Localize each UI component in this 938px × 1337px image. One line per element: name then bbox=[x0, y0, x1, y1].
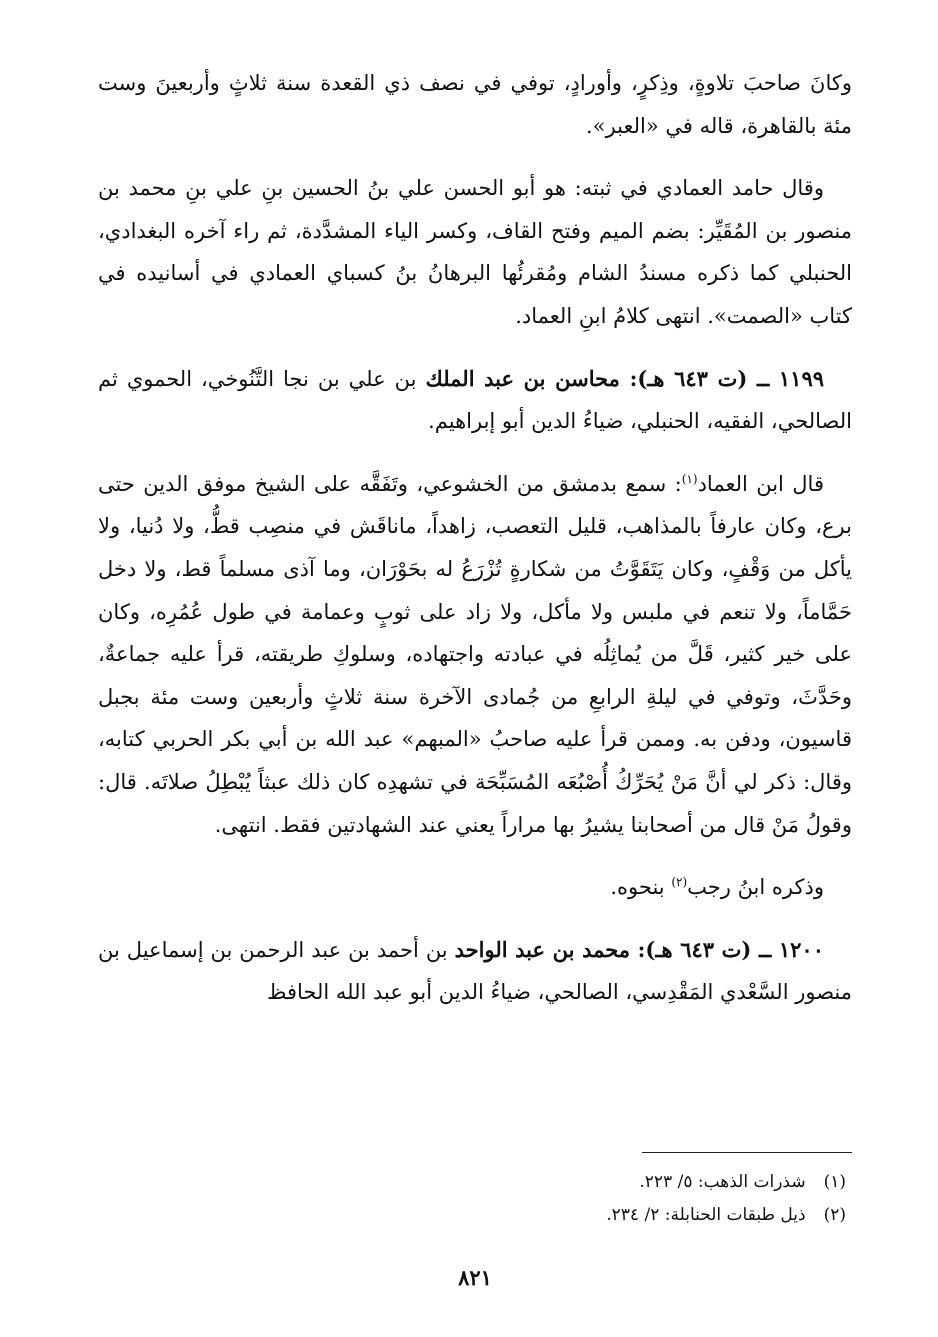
footnote-separator bbox=[642, 1152, 852, 1153]
footnote-ref-1[interactable]: (١) bbox=[681, 471, 698, 486]
paragraph-text: وكانَ صاحبَ تلاوةٍ، وذِكرٍ، وأورادٍ، توفي في نصف ذي القعدة سنة ثلاثٍ وأربعينَ وست مئة بالقاهرة، قاله في «العبر». bbox=[98, 71, 852, 138]
entry-1200 bbox=[98, 929, 852, 1014]
paragraph-ibn-al-imad-quote bbox=[98, 463, 852, 846]
entry-heading: ١٢٠٠ ــ (ت ٦٤٣ هـ): محمد بن عبد الواحد bbox=[454, 936, 824, 962]
paragraph-text: وقال حامد العمادي في ثبته: هو أبو الحسن علي بنُ الحسين بنِ علي بنِ محمد بن منصور بن المُقَيِّر: بضم الميم وفتح القاف، وكسر الياء المشدَّدة، ثم راء آخره البغدادي، الحنبلي كما ذكره مسندُ الشام ومُقرئُها البرهانُ بنُ كسباي العمادي في أسانيده في كتاب «الصمت». انتهى كلامُ ابنِ العماد. bbox=[98, 176, 852, 328]
footnote-ref-2[interactable]: (٢) bbox=[671, 875, 688, 890]
paragraph-death-note bbox=[98, 62, 852, 147]
entry-heading: ١١٩٩ ــ (ت ٦٤٣ هـ): محاسن بن عبد الملك bbox=[425, 365, 825, 391]
footnote-2 bbox=[98, 1199, 846, 1232]
footnote-text: شذرات الذهب: ٥/ ٢٢٣. bbox=[639, 1172, 806, 1192]
entry-text: بن علي بن نجا التَّنُوخي، الحموي ثم الصالحي، الفقيه، الحنبلي، ضياءُ الدين أبو إبراهيم. bbox=[98, 366, 852, 434]
main-text bbox=[98, 62, 852, 1014]
paragraph-text: بنحوه. bbox=[610, 875, 672, 900]
paragraph-ibn-rajab bbox=[98, 866, 852, 909]
footnote-text: ذيل طبقات الحنابلة: ٢/ ٢٣٤. bbox=[606, 1205, 806, 1225]
footnote-1 bbox=[98, 1166, 846, 1199]
book-page bbox=[98, 0, 852, 1337]
entry-1199 bbox=[98, 358, 852, 443]
paragraph-lead: قال ابن العماد bbox=[697, 471, 824, 496]
footnote-number: (٢) bbox=[823, 1205, 846, 1225]
entry-text: بن أحمد بن عبد الرحمن بن إسماعيل بن منصور السَّعْدي المَقْدِسي، الصالحي، ضياءُ الدين أبو عبد الله الحافظ bbox=[98, 937, 852, 1005]
footnote-number: (١) bbox=[823, 1172, 846, 1192]
paragraph-lead: وذكره ابنُ رجب bbox=[687, 875, 824, 900]
footnotes bbox=[98, 1166, 852, 1232]
paragraph-text: : سمع بدمشق من الخشوعي، وتَفَقَّه على الشيخ موفق الدين حتى برع، وكان عارفاً بالمذاهب، قليل التعصب، زاهداً، ماناقَش في منصِب قطُّ، ولا دُنيا، ولا يأكل من وَقْفٍ، وكان يَتَقَوَّتُ من شكارةٍ تُزْرَعُ له بحَوْرَان، وما آذى مسلماً قط، ولا دخل حَمَّاماً، ولا تنعم في ملبس ولا مأكل، ولا زاد على ثوبٍ وعمامة في طول عُمُرِه، وكان على خير كثير، قَلَّ من يُماثِلُه في عبادته واجتهاده، وسلوكِ طريقته، قرأ عليه جماعةٌ، وحَدَّثَ، وتوفي في ليلةِ الرابعِ من جُمادى الآخرة سنة ثلاثٍ وأربعين وست مئة بجبل قاسيون، ودفن به. وممن قرأ عليه صاحبُ «المبهم» عبد الله بن أبي بكر الحربي كتابه، وقال: ذكر لي أنَّ مَنْ يُحَرِّكُ أُصْبُعَه المُسَبِّحَة في تشهدِه كان ذلك عبثاً يُبْطِلُ صلاتَه. قال: وقولُ مَنْ قال من أصحابنا يشيرُ بها مراراً يعني عند الشهادتين فقط. انتهى. bbox=[98, 471, 853, 837]
paragraph-hamid-al-imadi bbox=[98, 167, 852, 337]
page-number: ٨٢١ bbox=[458, 1265, 492, 1290]
